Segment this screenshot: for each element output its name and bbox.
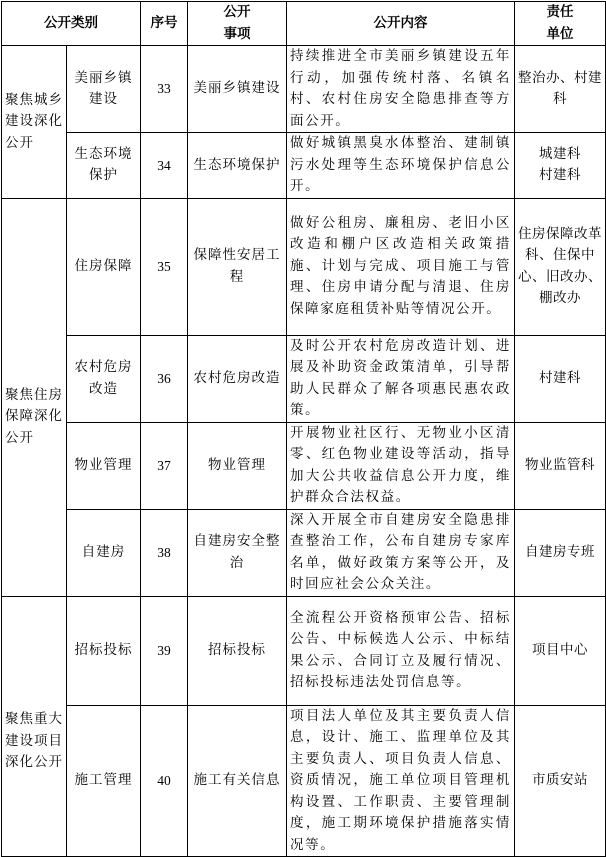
- header-item: [188, 2, 287, 46]
- unit-cell: 物业监管科: [515, 422, 606, 509]
- table-row: [2, 705, 606, 857]
- header-unit: [515, 2, 606, 46]
- table-row: [2, 198, 606, 335]
- number-cell: 39: [141, 596, 188, 705]
- category-cell: 聚焦住房保障深化公开: [2, 198, 67, 596]
- disclosure-table: [1, 1, 606, 857]
- subcategory-cell: 美丽乡镇建设: [67, 46, 141, 133]
- content-cell: 项目法人单位及其主要负责人信息，设计、施工、监理单位及其主要负责人、项目负责人信息、资质情况，施工单位项目管理机构设置、工作职责、主要管理制度，施工期环境保护措施落实情况等。: [287, 705, 515, 857]
- unit-cell: 住房保障改革科、住保中心、旧改办、棚改办: [515, 198, 606, 335]
- header-row: [2, 2, 606, 46]
- table-row: [2, 509, 606, 596]
- item-cell: 施工有关信息: [188, 705, 287, 857]
- table-row: [2, 133, 606, 199]
- item-cell: 招标投标: [188, 596, 287, 705]
- subcategory-cell: 物业管理: [67, 422, 141, 509]
- category-cell: 聚焦重大建设项目深化公开: [2, 596, 67, 857]
- item-cell: 自建房安全整治: [188, 509, 287, 596]
- number-cell: 40: [141, 705, 188, 857]
- header-number: 序号: [141, 2, 188, 46]
- number-cell: 36: [141, 335, 188, 422]
- number-cell: 34: [141, 133, 188, 199]
- number-cell: 37: [141, 422, 188, 509]
- unit-cell: 项目中心: [515, 596, 606, 705]
- number-cell: 35: [141, 198, 188, 335]
- subcategory-cell: 招标投标: [67, 596, 141, 705]
- header-item-line2: 事项: [223, 25, 251, 42]
- header-unit-line2: 单位: [546, 25, 574, 42]
- subcategory-cell: 施工管理: [67, 705, 141, 857]
- subcategory-cell: 住房保障: [67, 198, 141, 335]
- content-cell: 做好公租房、廉租房、老旧小区改造和棚户区改造相关政策措施、计划与完成、项目施工与管理、住房申请分配与清退、住房保障家庭租赁补贴等情况公开。: [287, 198, 515, 335]
- table-row: [2, 422, 606, 509]
- unit-cell: 市质安站: [515, 705, 606, 857]
- item-cell: 生态环境保护: [188, 133, 287, 199]
- table-row: [2, 596, 606, 705]
- content-cell: 及时公开农村危房改造计划、进展及补助资金政策清单，引导帮助人民群众了解各项惠民惠农政策。: [287, 335, 515, 422]
- unit-cell: 村建科: [515, 335, 606, 422]
- subcategory-cell: 生态环境保护: [67, 133, 141, 199]
- header-category: 公开类别: [2, 2, 141, 46]
- content-cell: 开展物业社区行、无物业小区清零、红色物业建设等活动，指导加大公共收益信息公开力度，维护群众合法权益。: [287, 422, 515, 509]
- header-item-line1: 公开: [223, 4, 251, 20]
- item-cell: 保障性安居工程: [188, 198, 287, 335]
- item-cell: 农村危房改造: [188, 335, 287, 422]
- category-cell: 聚焦城乡建设深化公开: [2, 46, 67, 199]
- item-cell: 物业管理: [188, 422, 287, 509]
- subcategory-cell: 自建房: [67, 509, 141, 596]
- unit-cell: 自建房专班: [515, 509, 606, 596]
- table-row: [2, 46, 606, 133]
- table-row: [2, 335, 606, 422]
- subcategory-cell: 农村危房改造: [67, 335, 141, 422]
- header-content: 公开内容: [287, 2, 515, 46]
- item-cell: 美丽乡镇建设: [188, 46, 287, 133]
- content-cell: 做好城镇黑臭水体整治、建制镇污水处理等生态环境保护信息公开。: [287, 133, 515, 199]
- number-cell: 33: [141, 46, 188, 133]
- content-cell: 全流程公开资格预审公告、招标公告、中标候选人公示、中标结果公示、合同订立及履行情况、招标投标违法处罚信息等。: [287, 596, 515, 705]
- content-cell: 深入开展全市自建房安全隐患排查整治工作，公布自建房专家库名单，做好政策方案等公开，及时回应社会公众关注。: [287, 509, 515, 596]
- unit-cell: 整治办、村建科: [515, 46, 606, 133]
- header-unit-line1: 责任: [546, 4, 574, 20]
- content-cell: 持续推进全市美丽乡镇建设五年行动，加强传统村落、名镇名村、农村住房安全隐患排查等方面公开。: [287, 46, 515, 133]
- unit-cell: 城建科 村建科: [515, 133, 606, 199]
- number-cell: 38: [141, 509, 188, 596]
